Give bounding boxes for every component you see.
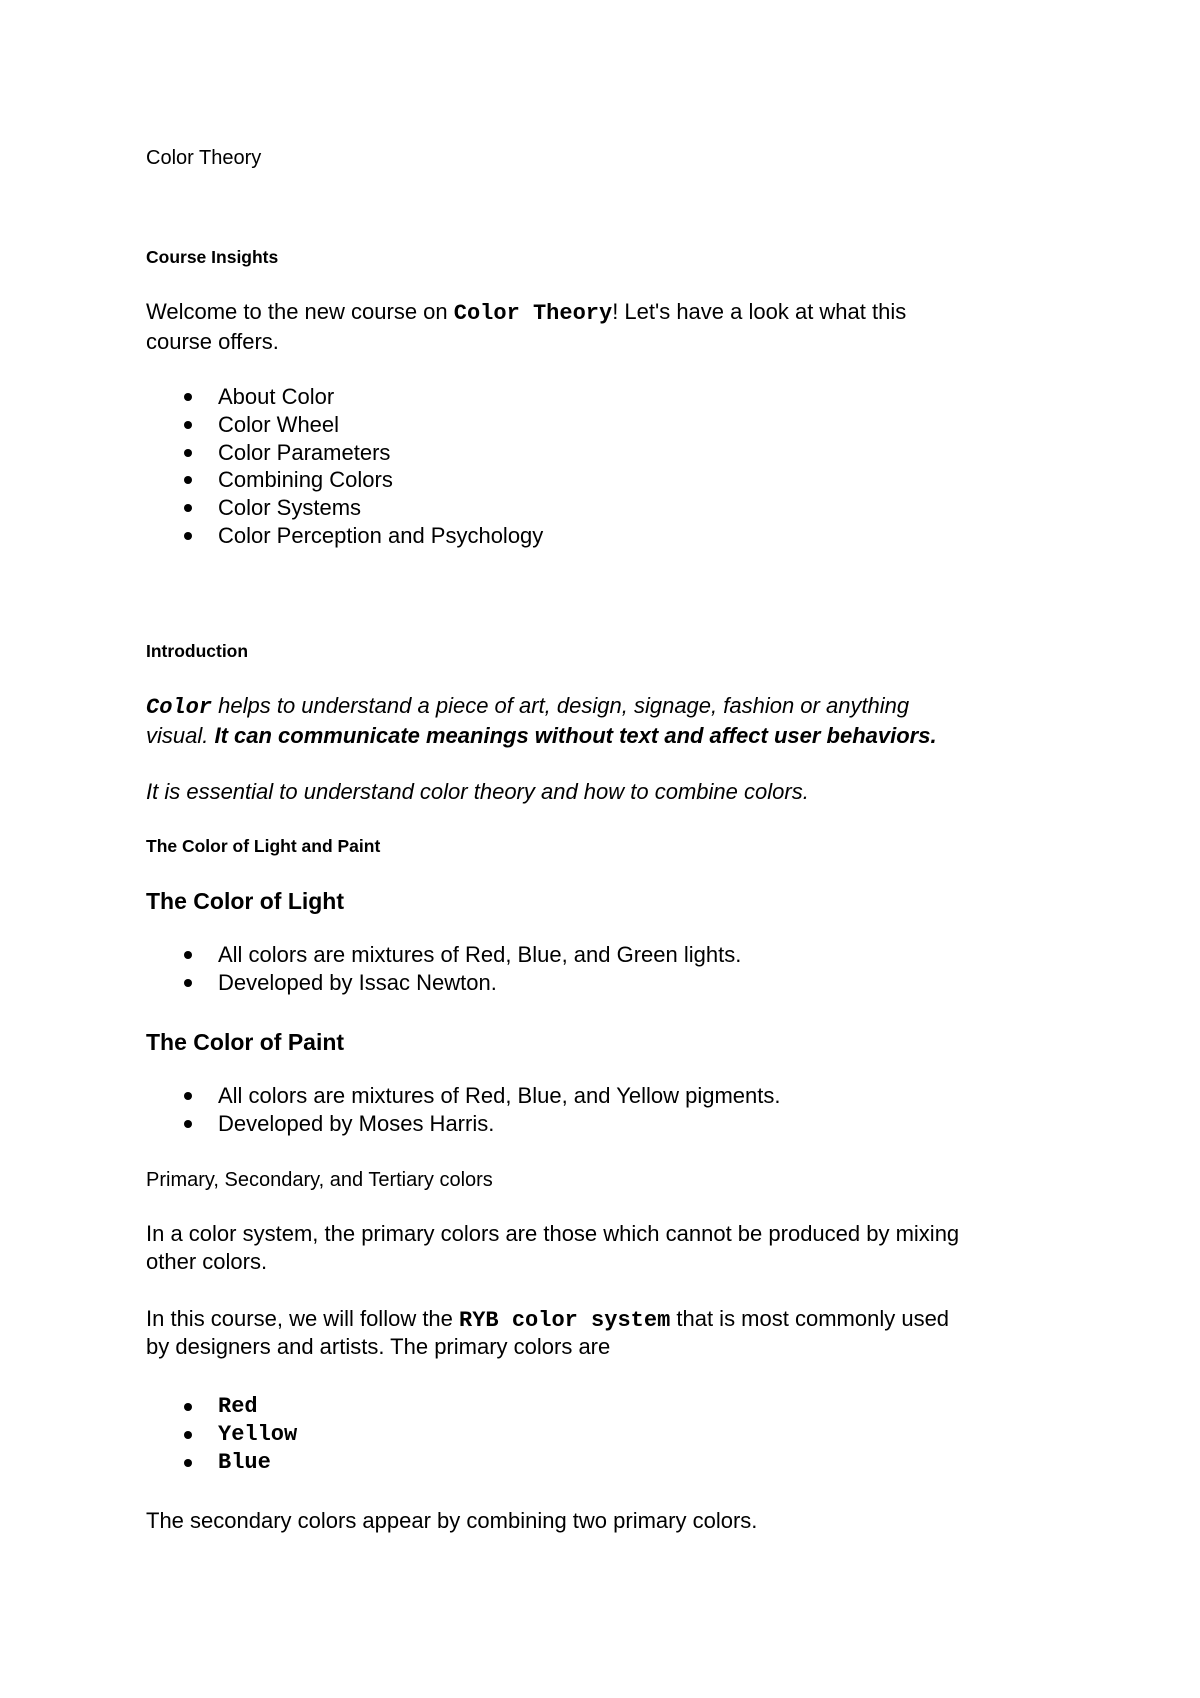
list-item: All colors are mixtures of Red, Blue, and Green lights. (146, 941, 741, 969)
list-item: Color Parameters (146, 439, 543, 467)
color-of-paint-heading: The Color of Paint (146, 1029, 345, 1055)
welcome-prefix: Welcome to the new course on (146, 299, 454, 324)
list-item: Developed by Issac Newton. (146, 969, 741, 997)
ryb-suffix: that is most commonly used (670, 1306, 950, 1331)
bullet-icon (184, 1120, 192, 1128)
color-of-light-list (146, 941, 741, 997)
intro-paragraph-2: It is essential to understand color theory and how to combine colors. (146, 779, 809, 804)
bullet-icon (184, 979, 192, 987)
bullet-icon (184, 532, 192, 540)
list-item: About Color (146, 383, 543, 411)
primary-colors-list (146, 1393, 297, 1476)
bullet-icon (184, 504, 192, 512)
bullet-icon (184, 1459, 192, 1467)
bullet-icon (184, 421, 192, 429)
ryb-prefix: In this course, we will follow the (146, 1306, 460, 1331)
list-item: Red (146, 1393, 297, 1421)
list-item: Color Wheel (146, 411, 543, 439)
primary-para-line-2: other colors. (146, 1249, 268, 1274)
bullet-icon (184, 476, 192, 484)
bullet-icon (184, 1431, 192, 1439)
bullet-icon (184, 1403, 192, 1411)
light-and-paint-heading: The Color of Light and Paint (146, 836, 381, 856)
list-item: Developed by Moses Harris. (146, 1110, 781, 1138)
list-item: Blue (146, 1449, 297, 1477)
course-topics-list (146, 383, 543, 550)
welcome-course-code: Color Theory (453, 301, 613, 326)
ryb-code: RYB color system (459, 1308, 671, 1333)
list-item: All colors are mixtures of Red, Blue, and Yellow pigments. (146, 1082, 781, 1110)
list-item: Color Perception and Psychology (146, 522, 543, 550)
bullet-icon (184, 1092, 192, 1100)
intro-line-2 (146, 721, 937, 751)
bullet-icon (184, 951, 192, 959)
color-of-light-heading: The Color of Light (146, 888, 345, 914)
introduction-heading: Introduction (146, 641, 249, 661)
course-insights-heading: Course Insights (146, 247, 279, 267)
intro-line-2-italic: visual. (146, 723, 215, 748)
intro-line-2-bold: It can communicate meanings without text and affect user behaviors. (214, 723, 937, 748)
list-item: Yellow (146, 1421, 297, 1449)
intro-color-code: Color (146, 695, 213, 720)
welcome-line-2: course offers. (146, 329, 279, 354)
bullet-icon (184, 393, 192, 401)
secondary-colors-paragraph: The secondary colors appear by combining two primary colors. (146, 1508, 758, 1533)
welcome-suffix: ! Let's have a look at what this (612, 299, 907, 324)
primary-secondary-heading: Primary, Secondary, and Tertiary colors (146, 1169, 493, 1191)
intro-line-1-text: helps to understand a piece of art, design, signage, fashion or anything (212, 693, 910, 718)
list-item: Combining Colors (146, 466, 543, 494)
primary-para-line-1: In a color system, the primary colors are those which cannot be produced by mixing (146, 1221, 960, 1246)
intro-line-1 (146, 691, 909, 723)
bullet-icon (184, 449, 192, 457)
welcome-line-1 (146, 297, 906, 329)
color-of-paint-list (146, 1082, 781, 1138)
document-title: Color Theory (146, 147, 262, 169)
ryb-para-line-2: by designers and artists. The primary colors are (146, 1334, 611, 1359)
list-item: Color Systems (146, 494, 543, 522)
